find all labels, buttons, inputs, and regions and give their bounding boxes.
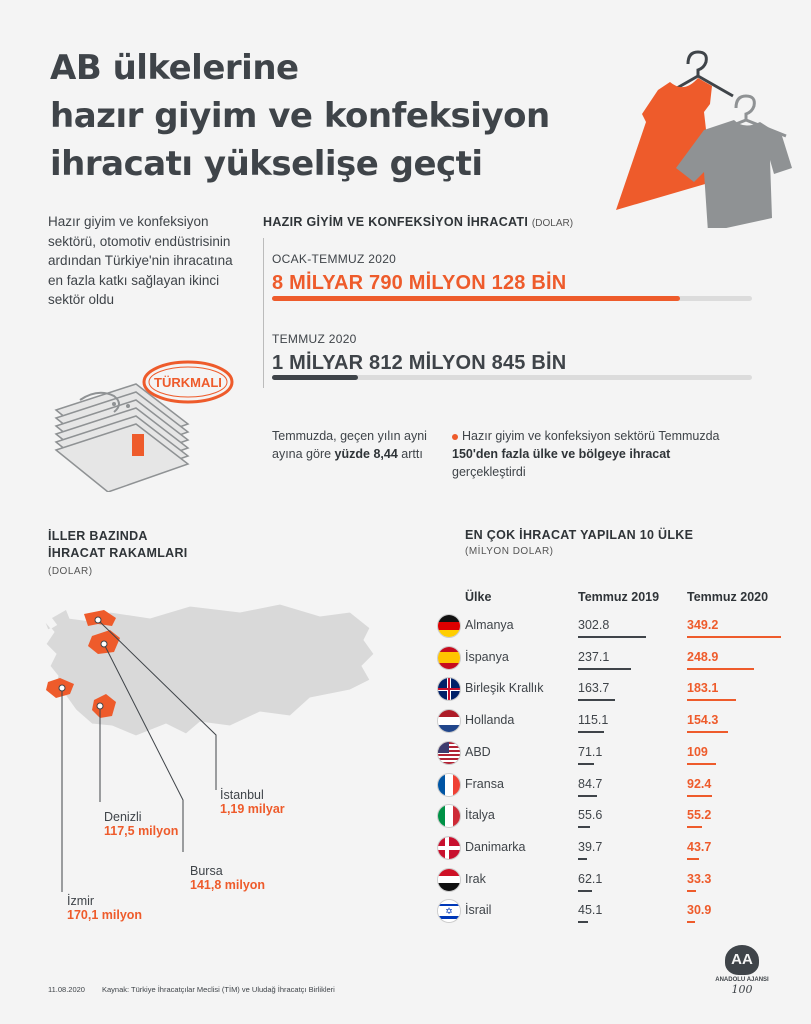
value-2020: 248.9 xyxy=(687,649,719,664)
city-bursa xyxy=(190,864,265,892)
bar-2019 xyxy=(578,858,587,860)
table-row xyxy=(435,866,795,898)
table-row xyxy=(435,802,795,834)
table-row xyxy=(435,834,795,866)
bar-2020 xyxy=(687,731,728,733)
bar-2020 xyxy=(687,890,696,892)
city-value: 170,1 milyon xyxy=(67,908,143,922)
aa-logo xyxy=(712,945,772,996)
value-2019: 302.8 xyxy=(578,618,610,632)
period2-block xyxy=(272,332,566,375)
bar-2019 xyxy=(578,826,590,828)
flag-fr-icon xyxy=(437,773,461,797)
city-name: Denizli xyxy=(104,810,142,824)
value-2020: 183.1 xyxy=(687,681,719,696)
flag-it-icon xyxy=(437,804,461,828)
note-countries xyxy=(452,427,742,481)
city-name: Bursa xyxy=(190,864,223,878)
table-row xyxy=(435,612,795,644)
bar-2019 xyxy=(578,636,646,638)
flag-us-icon xyxy=(437,741,461,765)
footer-date: 11.08.2020 xyxy=(48,985,85,994)
value-2019: 71.1 xyxy=(578,744,603,759)
bullet-icon xyxy=(452,434,458,440)
value-2019: 115.1 xyxy=(578,713,609,728)
note-countries-text: Hazır giyim ve konfeksiyon sektörü Temmuzda xyxy=(462,429,720,443)
value-2019: 45.1 xyxy=(578,903,603,918)
title-line-2: hazır giyim ve konfeksiyon xyxy=(50,96,550,136)
city-istanbul xyxy=(220,788,285,816)
value-2020: 349.2 xyxy=(687,618,719,632)
bar-2019 xyxy=(578,921,588,923)
flag-nl-icon xyxy=(437,709,461,733)
city-izmir xyxy=(67,894,142,922)
flag-gb-icon xyxy=(437,677,461,701)
table-row xyxy=(435,897,795,929)
flag-es-icon xyxy=(437,646,461,670)
city-value: 141,8 milyon xyxy=(190,878,266,892)
note-countries-tail: gerçekleştirdi xyxy=(452,465,526,479)
flag-de-icon xyxy=(437,614,461,638)
country-name: Fransa xyxy=(465,776,504,791)
note-increase-text: Temmuzda, geçen yılın ayni ayına göre xyxy=(272,429,427,461)
period2-bar-fill xyxy=(272,375,358,380)
bar-2019 xyxy=(578,668,631,670)
period2-label: TEMMUZ 2020 xyxy=(272,332,357,346)
period1-label: OCAK-TEMMUZ 2020 xyxy=(272,252,397,266)
intro-text: Hazır giyim ve konfeksiyon sektörü, otomotiv endüstrisinin ardından Türkiye'nin ihracatına en fazla katkı sağlayan ikinci sektör oldu xyxy=(48,214,233,307)
country-name: Hollanda xyxy=(465,713,515,728)
city-name: İzmir xyxy=(67,894,95,908)
cities-heading-line-1: İLLER BAZINDA xyxy=(48,529,148,543)
title-line-1: AB ülkelerine xyxy=(50,48,299,88)
period2-value: 1 MİLYAR 812 MİLYON 845 BİN xyxy=(272,352,567,374)
country-name: İtalya xyxy=(465,808,495,823)
papers-stamp-illustration xyxy=(50,352,250,492)
bar-2019 xyxy=(578,699,615,701)
value-2019: 39.7 xyxy=(578,839,603,854)
table-row xyxy=(435,707,795,739)
value-2020: 92.4 xyxy=(687,776,712,791)
countries-heading: EN ÇOK İHRACAT YAPILAN 10 ÜLKE xyxy=(465,528,694,542)
value-2019: 62.1 xyxy=(578,871,603,886)
table-row xyxy=(435,675,795,707)
city-value: 1,19 milyar xyxy=(220,802,285,816)
value-2020: 109 xyxy=(687,744,708,759)
clothes-illustration xyxy=(600,38,800,228)
country-name: İspanya xyxy=(465,649,509,664)
bar-2020 xyxy=(687,921,695,923)
turkmali-stamp-icon xyxy=(144,362,232,402)
flag-dk-icon xyxy=(437,836,461,860)
cities-unit: (DOLAR) xyxy=(48,566,93,577)
period2-bar xyxy=(272,375,752,380)
bar-2020 xyxy=(687,795,712,797)
note-countries-bold: 150'den fazla ülke ve bölgeye ihracat xyxy=(452,447,671,461)
bar-2020 xyxy=(687,763,716,765)
value-2019: 55.6 xyxy=(578,808,603,823)
table-row xyxy=(435,644,795,676)
country-name: ABD xyxy=(465,744,491,759)
stamp-text: TÜRKMALI xyxy=(154,375,222,390)
table-row xyxy=(435,771,795,803)
value-2019: 163.7 xyxy=(578,681,610,696)
period1-bar xyxy=(272,296,752,301)
flag-il-icon: ✡ xyxy=(437,899,461,923)
bar-2019 xyxy=(578,731,604,733)
city-value: 117,5 milyon xyxy=(104,824,179,838)
aa-agency-name: ANADOLU AJANSI xyxy=(715,977,769,983)
country-name: Almanya xyxy=(465,618,514,632)
value-2020: 154.3 xyxy=(687,713,719,728)
value-2020: 43.7 xyxy=(687,839,712,854)
value-2020: 55.2 xyxy=(687,808,712,823)
period1-value: 8 MİLYAR 790 MİLYON 128 BİN xyxy=(272,272,567,294)
col-header-2019: Temmuz 2019 xyxy=(578,590,660,604)
bar-2020 xyxy=(687,699,736,701)
country-name: Danimarka xyxy=(465,839,526,854)
cities-heading xyxy=(48,528,188,562)
country-name: Irak xyxy=(465,871,486,886)
note-increase xyxy=(272,427,432,463)
title-line-3: ihracatı yükselişe geçti xyxy=(50,144,483,184)
col-header-country: Ülke xyxy=(465,590,492,604)
col-header-2020: Temmuz 2020 xyxy=(687,590,769,604)
footer-source: Kaynak: Türkiye İhracatçılar Meclisi (TİM) ve Uludağ İhracatçı Birlikleri xyxy=(102,985,335,994)
exports-heading-text: HAZIR GİYİM VE KONFEKSİYON İHRACATI xyxy=(263,215,529,229)
countries-unit: (MİLYON DOLAR) xyxy=(465,546,554,557)
bar-2020 xyxy=(687,668,754,670)
bar-2019 xyxy=(578,890,592,892)
page-title xyxy=(50,44,650,188)
table-row xyxy=(435,739,795,771)
bar-2020 xyxy=(687,636,781,638)
exports-heading xyxy=(263,215,573,229)
note-increase-bold: yüzde 8,44 xyxy=(334,447,398,461)
value-2020: 33.3 xyxy=(687,871,712,886)
value-2019: 237.1 xyxy=(578,649,610,664)
country-name: İsrail xyxy=(465,903,492,918)
period1-bar-fill xyxy=(272,296,680,301)
country-name: Birleşik Krallık xyxy=(465,681,544,696)
bar-2019 xyxy=(578,763,594,765)
bar-2020 xyxy=(687,858,699,860)
stamp-handle-icon xyxy=(132,434,144,456)
aa-logo-icon: AA xyxy=(725,945,759,975)
exports-unit: (DOLAR) xyxy=(531,218,574,229)
bar-2019 xyxy=(578,795,597,797)
city-denizli xyxy=(104,810,178,838)
exports-divider xyxy=(263,238,264,388)
period1-block xyxy=(272,252,566,295)
city-name: İstanbul xyxy=(220,788,264,802)
value-2020: 30.9 xyxy=(687,903,712,918)
cities-heading-line-2: İHRACAT RAKAMLARI xyxy=(48,546,188,560)
flag-iq-icon xyxy=(437,868,461,892)
note-increase-tail: arttı xyxy=(397,447,423,461)
bar-2020 xyxy=(687,826,702,828)
aa-anniversary: 100 xyxy=(731,983,753,996)
value-2019: 84.7 xyxy=(578,776,603,791)
